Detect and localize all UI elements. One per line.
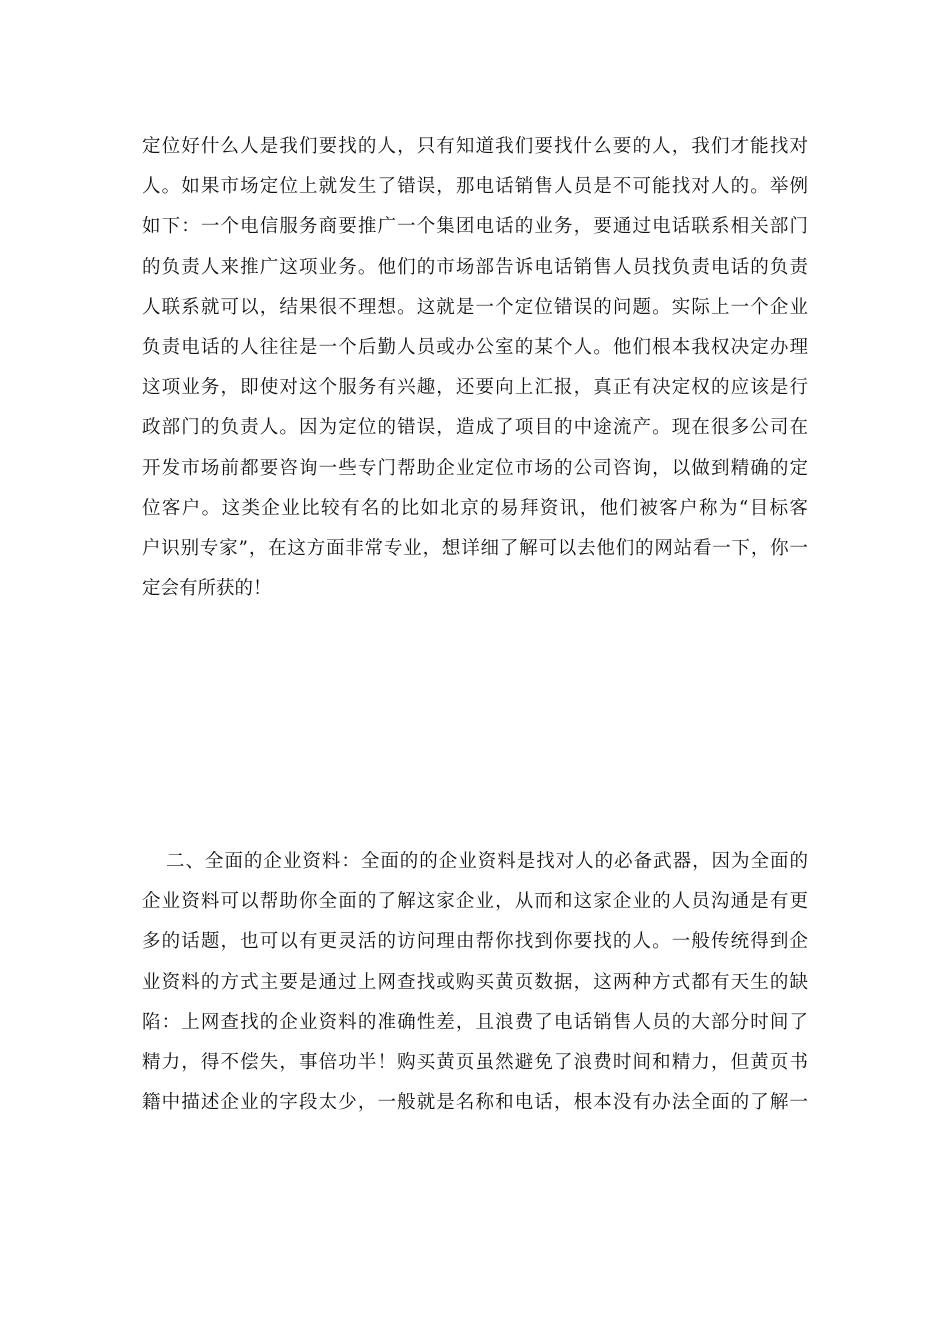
text-line: 位客户。这类企业比较有名的比如北京的易拜资讯，他们被客户称为“目标客 (142, 497, 808, 519)
text-line: 人联系就可以，结果很不理想。这就是一个定位错误的问题。实际上一个企业 (142, 296, 808, 318)
text-line: 定会有所获的！ (142, 578, 272, 600)
text-line: 负责电话的人往往是一个后勤人员或办公室的某个人。他们根本我权决定办理 (142, 336, 808, 358)
text-line: 二、全面的企业资料：全面的的企业资料是找对人的必备武器，因为全面的 (166, 851, 808, 872)
text-line: 如下：一个电信服务商要推广一个集团电话的业务，要通过电话联系相关部门 (142, 216, 808, 238)
text-line: 企业资料可以帮助你全面的了解这家企业，从而和这家企业的人员沟通是有更 (142, 891, 808, 913)
text-line: 人。如果市场定位上就发生了错误，那电话销售人员是不可能找对人的。举例 (142, 176, 808, 198)
text-line: 政部门的负责人。因为定位的错误，造成了项目的中途流产。现在很多公司在 (142, 417, 808, 439)
text-line: 的负责人来推广这项业务。他们的市场部告诉电话销售人员找负责电话的负责 (142, 256, 808, 278)
paragraph-company-info (142, 842, 808, 1123)
paragraph-targeting (142, 127, 808, 609)
text-line: 业资料的方式主要是通过上网查找或购买黄页数据，这两种方式都有天生的缺 (142, 971, 808, 993)
text-line: 这项业务，即使对这个服务有兴趣，还要向上汇报，真正有决定权的应该是行 (142, 377, 808, 399)
text-line: 开发市场前都要咨询一些专门帮助企业定位市场的公司咨询，以做到精确的定 (142, 457, 808, 479)
text-line: 陷：上网查找的企业资料的准确性差，且浪费了电话销售人员的大部分时间了 (142, 1011, 808, 1033)
text-line: 精力，得不偿失，事倍功半！购买黄页虽然避免了浪费时间和精力，但黄页书 (142, 1051, 808, 1073)
text-line: 籍中描述企业的字段太少，一般就是名称和电话，根本没有办法全面的了解一 (142, 1092, 808, 1114)
text-line: 户识别专家”，在这方面非常专业，想详细了解可以去他们的网站看一下，你一 (142, 537, 808, 559)
text-line: 定位好什么人是我们要找的人，只有知道我们要找什么要的人，我们才能找对 (142, 136, 808, 157)
text-line: 多的话题，也可以有更灵活的访问理由帮你找到你要找的人。一般传统得到企 (142, 931, 808, 953)
